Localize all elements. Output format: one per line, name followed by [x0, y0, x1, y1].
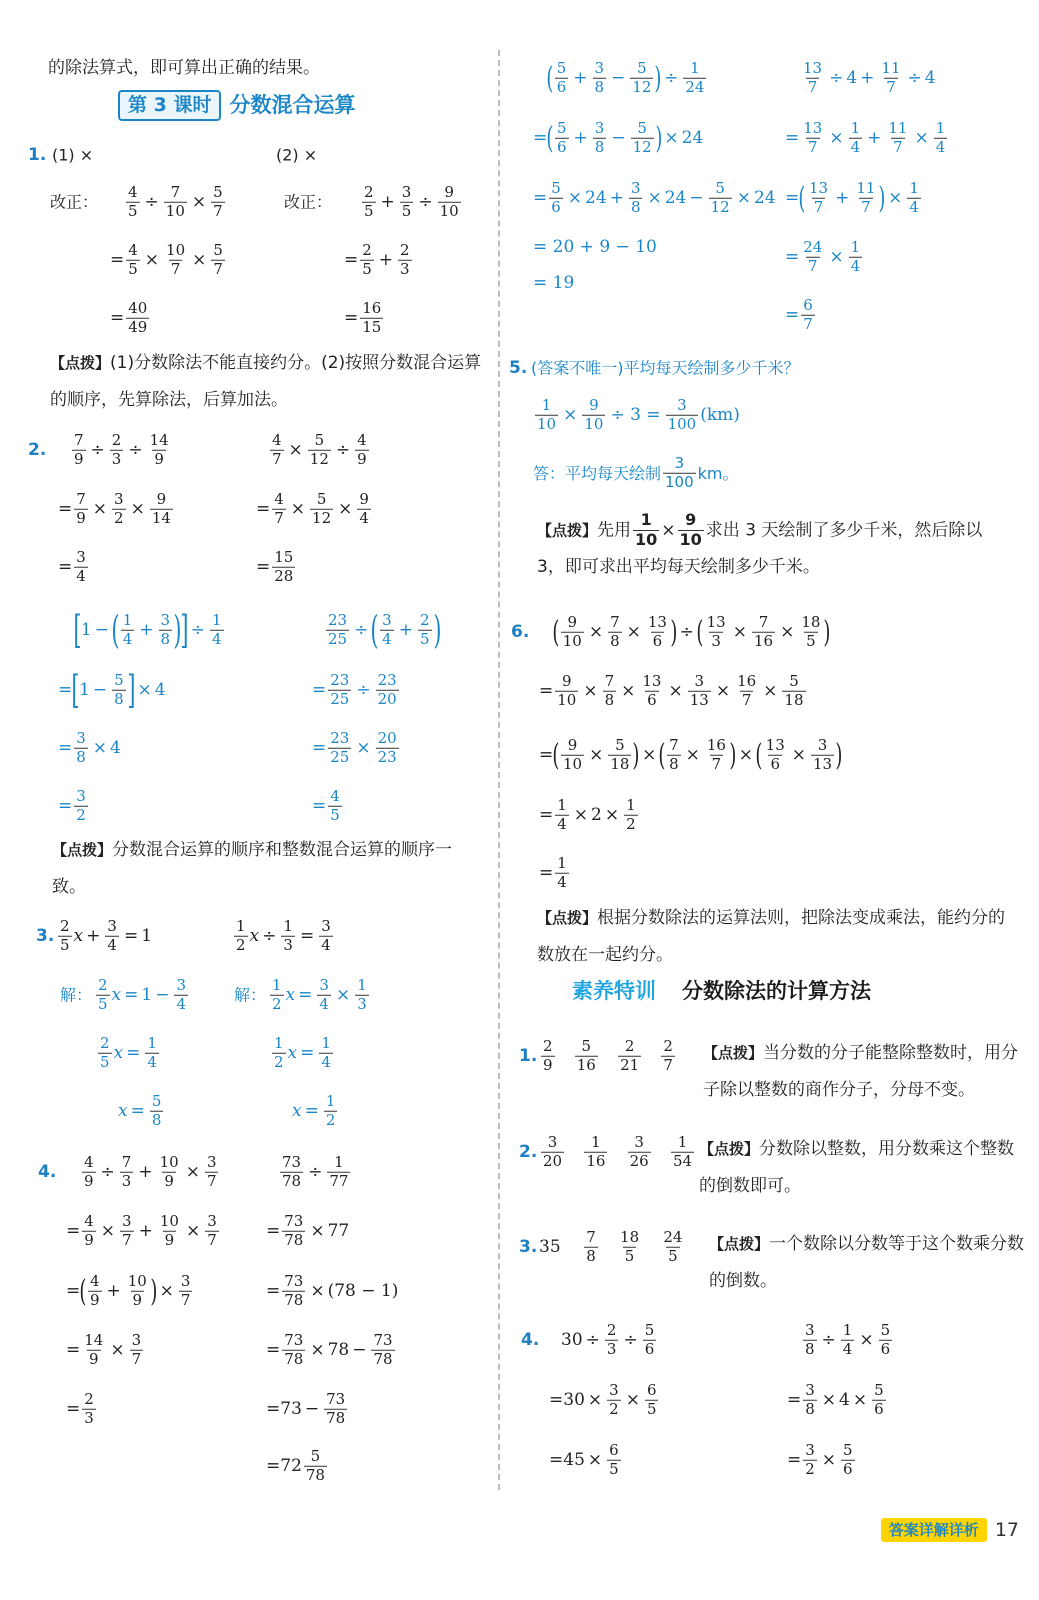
question-number: 6.: [511, 621, 530, 642]
fraction: $\frac{3}{2}$: [76, 786, 86, 824]
fraction: $\frac{3}{2}$: [805, 1440, 815, 1478]
fraction: $\frac{7}{3}$: [121, 1152, 132, 1190]
fraction: $\frac{14}{9}$: [84, 1330, 104, 1368]
fraction: $\frac{9}{4}$: [359, 489, 369, 527]
expr: = $\frac{23}{25}$ × $\frac{20}{23}$: [312, 728, 397, 766]
fraction: $\frac{1}{3}$: [283, 916, 293, 954]
fraction: $\frac{2}{3}$: [84, 1389, 94, 1427]
left-column: [0, 0, 500, 1560]
expr: = $\frac{5}{6}$ × 24 + $\frac{3}{8}$ × 24 − $\frac{5}{12}$ × 24: [533, 178, 776, 216]
expr: = $\frac{4}{5}$ × $\frac{10}{7}$ × $\frac{5}{7}$: [110, 240, 223, 278]
fraction: $\frac{3}{8}$: [594, 58, 605, 96]
fraction: $\frac{3}{4}$: [319, 975, 329, 1013]
fraction: $\frac{1}{4}$: [935, 118, 946, 156]
lesson-title: [118, 90, 355, 121]
fraction: $\frac{1}{77}$: [329, 1152, 349, 1190]
expr: $\frac{23}{25}$ ÷ ( $\frac{3}{4}$ + $\frac{2}{5}$ ): [328, 607, 442, 652]
expr: = $\frac{73}{78}$ × 78 − $\frac{73}{78}$: [266, 1330, 393, 1368]
fraction: $\frac{1}{4}$: [850, 237, 861, 275]
expr: ( $\frac{5}{6}$ + $\frac{3}{8}$ − $\frac{5}{12}$ ) ÷ $\frac{1}{24}$: [546, 58, 705, 96]
fraction: $\frac{5}{12}$: [710, 178, 730, 216]
expr: = $\frac{1}{4}$ × 2 × $\frac{1}{2}$: [539, 795, 636, 833]
fraction: $\frac{5}{12}$: [309, 430, 329, 468]
fraction: $\frac{2}{5}$: [98, 975, 108, 1013]
fraction: $\frac{5}{16}$: [576, 1036, 596, 1074]
fraction: $\frac{2}{21}$: [620, 1036, 640, 1074]
expr: $\frac{73}{78}$ ÷ $\frac{1}{77}$: [282, 1152, 349, 1190]
page-number: 17: [994, 1518, 1019, 1541]
fraction: $\frac{73}{78}$: [284, 1271, 304, 1309]
fraction: $\frac{1}{4}$: [842, 1320, 853, 1358]
fraction: $\frac{13}{7}$: [803, 118, 823, 156]
fraction: $\frac{18}{5}$: [620, 1227, 640, 1265]
expr: = $\frac{14}{9}$ × $\frac{3}{7}$: [66, 1330, 142, 1368]
fraction: $\frac{9}{10}$: [562, 735, 583, 773]
expr: = 73 − $\frac{73}{78}$: [266, 1389, 346, 1427]
expr: = $\frac{3}{8}$ × 4 × $\frac{5}{6}$: [787, 1380, 884, 1418]
fraction: $\frac{11}{7}$: [888, 118, 908, 156]
expr: = $\frac{73}{78}$ × (78 − 1): [266, 1271, 399, 1309]
expr: = ( $\frac{13}{7}$ + $\frac{11}{7}$ ) × $\frac{1}{4}$: [785, 178, 919, 216]
fraction: $\frac{3}{7}$: [122, 1211, 132, 1249]
fraction: $\frac{10}{9}$: [159, 1152, 179, 1190]
expr: $\frac{4}{7}$ × $\frac{5}{12}$ ÷ $\frac{4}{9}$: [272, 430, 367, 468]
special-name: 分数除法的计算方法: [682, 979, 871, 1003]
expr: = $\frac{15}{28}$: [256, 547, 294, 585]
fraction: $\frac{5}{78}$: [305, 1446, 325, 1484]
fraction: $\frac{6}{5}$: [646, 1380, 657, 1418]
fraction: $\frac{1}{4}$: [321, 1033, 331, 1071]
expr: = $\frac{2}{5}$ + $\frac{2}{3}$: [344, 240, 410, 278]
expr: $\frac{3}{8}$ ÷ $\frac{1}{4}$ × $\frac{5}{6}$: [805, 1320, 891, 1358]
fraction: $\frac{3}{13}$: [689, 671, 709, 709]
fraction: $\frac{3}{100}$: [667, 395, 697, 433]
fraction: $\frac{23}{25}$: [330, 728, 350, 766]
expr: = $\frac{16}{15}$: [344, 298, 382, 336]
fraction: $\frac{16}{7}$: [706, 735, 726, 773]
fraction: $\frac{3}{4}$: [321, 916, 331, 954]
fix-label: 改正：: [284, 192, 333, 212]
expr: = $\frac{40}{49}$: [110, 298, 148, 336]
expr: = 19: [533, 272, 575, 293]
fraction: $\frac{16}{15}$: [362, 298, 382, 336]
tip-1: 【点拨】(1)分数除法不能直接约分。(2)按照分数混合运算的顺序，先算除法，后算加法。: [50, 353, 482, 410]
tip-2: 【点拨】分数混合运算的顺序和整数混合运算的顺序一致。: [52, 840, 453, 897]
header-text: 的除法算式，即可算出正确的结果。: [48, 58, 320, 78]
fraction: $\frac{3}{4}$: [176, 975, 187, 1013]
fraction: $\frac{2}{5}$: [60, 916, 70, 954]
expr: = $\frac{73}{78}$ × 77: [266, 1211, 350, 1249]
fraction: $\frac{4}{7}$: [272, 430, 282, 468]
question-text: (答案不唯一)平均每天绘制多少千米？: [531, 358, 800, 378]
fraction: $\frac{3}{4}$: [76, 547, 86, 585]
fraction: $\frac{10}{9}$: [159, 1211, 179, 1249]
expr: $\frac{1}{2}$ x = $\frac{1}{4}$: [274, 1033, 331, 1071]
right-column: [505, 0, 1039, 1560]
fraction: $\frac{7}{8}$: [586, 1227, 596, 1265]
question-number: 3.: [36, 925, 55, 946]
expr: x = $\frac{5}{8}$: [118, 1091, 162, 1129]
question-number: 4.: [521, 1329, 540, 1350]
fraction: $\frac{7}{9}$: [74, 430, 84, 468]
expr: $\frac{7}{9}$ ÷ $\frac{2}{3}$ ÷ $\frac{14}{9}$: [74, 430, 169, 468]
question-number: 5.: [509, 357, 528, 378]
fraction: $\frac{23}{20}$: [377, 670, 397, 708]
fraction: $\frac{23}{25}$: [330, 670, 350, 708]
expr: = $\frac{23}{25}$ ÷ $\frac{23}{20}$: [312, 670, 397, 708]
fraction: $\frac{3}{8}$: [630, 178, 641, 216]
expr: [ 1 − ( $\frac{1}{4}$ + $\frac{3}{8}$ ) ] ÷ $\frac{1}{4}$: [73, 607, 222, 652]
fraction: $\frac{3}{7}$: [131, 1330, 142, 1368]
fraction: $\frac{1}{10}$: [537, 395, 557, 433]
fraction: $\frac{5}{6}$: [556, 58, 567, 96]
fraction: $\frac{6}{7}$: [803, 295, 813, 333]
fraction: $\frac{1}{10}$: [635, 510, 658, 549]
fraction: $\frac{5}{7}$: [213, 240, 223, 278]
fraction: $\frac{7}{9}$: [76, 489, 86, 527]
expr: = 45 × $\frac{6}{5}$: [549, 1440, 619, 1478]
expr: = $\frac{3}{2}$ × $\frac{5}{6}$: [787, 1440, 853, 1478]
fraction: $\frac{13}{6}$: [765, 735, 785, 773]
fraction: $\frac{2}{9}$: [543, 1036, 553, 1074]
fraction: $\frac{1}{2}$: [325, 1091, 336, 1129]
expr: = $\frac{6}{7}$: [785, 295, 813, 333]
fraction: $\frac{3}{13}$: [813, 735, 833, 773]
fraction: $\frac{1}{24}$: [685, 58, 705, 96]
fraction: $\frac{1}{4}$: [211, 610, 222, 648]
fraction: $\frac{2}{5}$: [419, 610, 430, 648]
fraction: $\frac{3}{20}$: [543, 1132, 563, 1170]
fraction: $\frac{1}{16}$: [586, 1132, 606, 1170]
fraction: $\frac{4}{9}$: [357, 430, 367, 468]
fraction: $\frac{73}{78}$: [326, 1389, 346, 1427]
fraction: $\frac{5}{7}$: [213, 182, 223, 220]
fraction: $\frac{20}{23}$: [377, 728, 397, 766]
fraction: $\frac{3}{7}$: [207, 1211, 217, 1249]
expr: x = $\frac{1}{2}$: [292, 1091, 336, 1129]
fraction: $\frac{73}{78}$: [284, 1330, 304, 1368]
expr: = $\frac{3}{8}$ × 4: [58, 728, 121, 766]
expr: = 30 × $\frac{3}{2}$ × $\frac{6}{5}$: [549, 1380, 657, 1418]
expr: = 72 $\frac{5}{78}$: [266, 1446, 325, 1484]
fraction: $\frac{1}{2}$: [236, 916, 246, 954]
fraction: $\frac{1}{3}$: [357, 975, 367, 1013]
fraction: $\frac{1}{4}$: [122, 610, 133, 648]
mark-b: (2) ×: [276, 145, 318, 165]
fraction: $\frac{4}{5}$: [330, 786, 340, 824]
fraction: $\frac{1}{4}$: [557, 853, 567, 891]
fraction: $\frac{7}{8}$: [604, 671, 615, 709]
expr: $\frac{2}{5}$ + $\frac{3}{5}$ ÷ $\frac{9}{10}$: [364, 182, 459, 220]
fraction: $\frac{1}{2}$: [272, 975, 282, 1013]
fraction: $\frac{5}{18}$: [610, 735, 630, 773]
fraction: $\frac{1}{54}$: [672, 1132, 693, 1170]
answers: 35 $\frac{7}{8}$ $\frac{18}{5}$ $\frac{24}{5}$: [539, 1227, 683, 1265]
fraction: $\frac{3}{4}$: [107, 916, 117, 954]
fraction: $\frac{4}{9}$: [89, 1271, 100, 1309]
fraction: $\frac{2}{3}$: [111, 430, 122, 468]
answers: [539, 1132, 696, 1170]
column-divider: [498, 50, 500, 1490]
fraction: $\frac{3}{26}$: [629, 1132, 649, 1170]
fraction: $\frac{4}{9}$: [84, 1211, 94, 1249]
fraction: $\frac{5}{6}$: [843, 1440, 853, 1478]
fraction: $\frac{7}{10}$: [165, 182, 185, 220]
fraction: $\frac{10}{7}$: [166, 240, 186, 278]
fraction: $\frac{9}{10}$: [584, 395, 604, 433]
question-number: 3.: [519, 1236, 538, 1257]
fraction: $\frac{13}{3}$: [706, 612, 726, 650]
equation: $\frac{1}{2}$ x ÷ $\frac{1}{3}$ = $\frac{3}{4}$: [236, 916, 331, 954]
answer: 答：平均每天绘制 $\frac{3}{100}$ km。: [533, 453, 739, 491]
expr: $\frac{4}{5}$ ÷ $\frac{7}{10}$ × $\frac{5}{7}$: [128, 182, 223, 220]
fraction: $\frac{1}{4}$: [147, 1033, 157, 1071]
tip-s2: 【点拨】分数除以整数，用分数乘这个整数的倒数即可。: [699, 1139, 1015, 1196]
expr: $\frac{13}{7}$ ÷ 4 + $\frac{11}{7}$ ÷ 4: [803, 58, 936, 96]
fraction: $\frac{13}{6}$: [642, 671, 662, 709]
expr: = $\frac{9}{10}$ × $\frac{7}{8}$ × $\frac{13}{6}$ × $\frac{3}{13}$ × $\frac{16}{7}$ × $\frac{5}{18}$: [539, 671, 804, 709]
fix-label: 改正：: [50, 192, 99, 212]
expr: = $\frac{2}{3}$: [66, 1389, 94, 1427]
fraction: $\frac{2}{5}$: [362, 240, 372, 278]
fraction: $\frac{18}{5}$: [801, 612, 821, 650]
fraction: $\frac{6}{5}$: [609, 1440, 619, 1478]
expr: = $\frac{3}{2}$: [58, 786, 86, 824]
expr: = $\frac{4}{5}$: [312, 786, 340, 824]
tip-6: 【点拨】根据分数除法的运算法则，把除法变成乘法，能约分的数放在一起约分。: [537, 908, 1006, 965]
tip-s1: 【点拨】当分数的分子能整除整数时，用分子除以整数的商作分子，分母不变。: [703, 1043, 1019, 1100]
expr: $\frac{4}{9}$ ÷ $\frac{7}{3}$ + $\frac{10}{9}$ × $\frac{3}{7}$: [84, 1152, 217, 1190]
question-number: 2.: [28, 439, 47, 460]
fraction: $\frac{2}{3}$: [400, 240, 410, 278]
fraction: $\frac{3}{7}$: [206, 1152, 217, 1190]
fraction: $\frac{5}{12}$: [632, 58, 652, 96]
fraction: $\frac{5}{6}$: [556, 118, 567, 156]
expr: = $\frac{24}{7}$ × $\frac{1}{4}$: [785, 237, 861, 275]
footer: [881, 1518, 1019, 1542]
fraction: $\frac{4}{5}$: [128, 182, 138, 220]
fraction: $\frac{1}{2}$: [274, 1033, 284, 1071]
fraction: $\frac{11}{7}$: [856, 178, 876, 216]
expr: = $\frac{3}{4}$: [58, 547, 86, 585]
expr: $\frac{2}{5}$ x = 1 − $\frac{3}{4}$: [98, 975, 187, 1013]
footer-tag: 答案详解详析: [881, 1518, 987, 1542]
expr: $\frac{1}{2}$ x = $\frac{3}{4}$ × $\frac{1}{3}$: [272, 975, 367, 1013]
fraction: $\frac{73}{78}$: [284, 1211, 304, 1249]
fraction: $\frac{7}{8}$: [669, 735, 679, 773]
special-section-title: [572, 979, 871, 1004]
fraction: $\frac{2}{5}$: [100, 1033, 110, 1071]
fraction: $\frac{16}{7}$: [737, 671, 757, 709]
mark-a: (1) ×: [52, 145, 94, 165]
tip-5: 【点拨】先用 $\frac{1}{10}$ × $\frac{9}{10}$ 求出 3 天绘制了多少千米，然后除以 3，即可求出平均每天绘制多少千米。: [537, 510, 983, 578]
solve-label: 解：: [234, 985, 267, 1005]
expr: = 20 + 9 − 10: [533, 236, 657, 257]
fraction: $\frac{3}{100}$: [665, 453, 694, 491]
fraction: $\frac{73}{78}$: [282, 1152, 302, 1190]
expr: = ( $\frac{5}{6}$ + $\frac{3}{8}$ − $\frac{5}{12}$ ) × 24: [533, 118, 704, 156]
fraction: $\frac{10}{9}$: [127, 1271, 147, 1309]
lesson-name: 分数混合运算: [229, 92, 356, 117]
fraction: $\frac{3}{5}$: [401, 182, 412, 220]
solve-label: 解：: [60, 985, 93, 1005]
lesson-badge: 第 3 课时: [118, 90, 221, 121]
expr: = ( $\frac{9}{10}$ × $\frac{5}{18}$ ) × ( $\frac{7}{8}$ × $\frac{16}{7}$ ) × ( $\frac{13}{6}$ × $\frac{3}{13}$ ): [539, 735, 843, 773]
fraction: $\frac{5}{12}$: [312, 489, 332, 527]
fraction: $\frac{5}{6}$: [644, 1320, 655, 1358]
expr: $\frac{1}{10}$ × $\frac{9}{10}$ ÷ 3 = $\frac{3}{100}$ (km): [537, 395, 740, 433]
question-number: 1.: [28, 144, 47, 165]
fraction: $\frac{4}{7}$: [274, 489, 284, 527]
fraction: $\frac{13}{7}$: [808, 178, 829, 216]
fraction: $\frac{13}{7}$: [803, 58, 823, 96]
fraction: $\frac{1}{2}$: [626, 795, 636, 833]
fraction: $\frac{9}{10}$: [557, 671, 577, 709]
fraction: $\frac{9}{10}$: [562, 612, 582, 650]
tip-s3: 【点拨】一个数除以分数等于这个数乘分数的倒数。: [709, 1234, 1025, 1291]
expr: = ( $\frac{4}{9}$ + $\frac{10}{9}$ ) × $\frac{3}{7}$: [66, 1271, 191, 1309]
fraction: $\frac{9}{10}$: [679, 510, 702, 549]
expr: 30 ÷ $\frac{2}{3}$ ÷ $\frac{5}{6}$: [561, 1320, 655, 1358]
question-number: 4.: [38, 1161, 57, 1182]
fraction: $\frac{3}{2}$: [609, 1380, 619, 1418]
fraction: $\frac{73}{78}$: [373, 1330, 393, 1368]
special-label: 素养特训: [572, 979, 656, 1003]
fraction: $\frac{1}{4}$: [909, 178, 919, 216]
fraction: $\frac{5}{18}$: [784, 671, 804, 709]
question-number: 2.: [519, 1141, 538, 1162]
fraction: $\frac{2}{3}$: [606, 1320, 617, 1358]
fraction: $\frac{3}{8}$: [76, 728, 86, 766]
fraction: $\frac{14}{9}$: [149, 430, 169, 468]
fraction: $\frac{9}{14}$: [151, 489, 171, 527]
fraction: $\frac{5}{6}$: [551, 178, 561, 216]
fraction: $\frac{7}{8}$: [610, 612, 620, 650]
fraction: $\frac{4}{5}$: [128, 240, 138, 278]
fraction: $\frac{4}{9}$: [84, 1152, 94, 1190]
fraction: $\frac{5}{12}$: [632, 118, 652, 156]
fraction: $\frac{3}{8}$: [805, 1320, 815, 1358]
fraction: $\frac{15}{28}$: [274, 547, 294, 585]
fraction: $\frac{5}{8}$: [151, 1091, 162, 1129]
answers: [539, 1036, 677, 1074]
expr: $\frac{2}{5}$ x = $\frac{1}{4}$: [100, 1033, 157, 1071]
question-number: 1.: [519, 1045, 538, 1066]
expr: = $\frac{7}{9}$ × $\frac{3}{2}$ × $\frac{9}{14}$: [58, 489, 171, 527]
fraction: $\frac{40}{49}$: [128, 298, 148, 336]
fraction: $\frac{3}{2}$: [114, 489, 124, 527]
fraction: $\frac{7}{16}$: [753, 612, 774, 650]
expr: = $\frac{4}{9}$ × $\frac{3}{7}$ + $\frac{10}{9}$ × $\frac{3}{7}$: [66, 1211, 217, 1249]
fraction: $\frac{24}{5}$: [663, 1227, 683, 1265]
expr: = $\frac{1}{4}$: [539, 853, 567, 891]
fraction: $\frac{11}{7}$: [881, 58, 901, 96]
fraction: $\frac{13}{6}$: [647, 612, 667, 650]
expr: = [ 1 − $\frac{5}{8}$ ] × 4: [58, 667, 166, 712]
expr: = $\frac{13}{7}$ × $\frac{1}{4}$ + $\frac{11}{7}$ × $\frac{1}{4}$: [785, 118, 946, 156]
fraction: $\frac{3}{7}$: [180, 1271, 191, 1309]
fraction: $\frac{3}{8}$: [805, 1380, 815, 1418]
fraction: $\frac{2}{7}$: [663, 1036, 673, 1074]
equation: $\frac{2}{5}$ x + $\frac{3}{4}$ = 1: [60, 916, 153, 954]
expr: ( $\frac{9}{10}$ × $\frac{7}{8}$ × $\frac{13}{6}$ ) ÷ ( $\frac{13}{3}$ × $\frac{7}{16}$ × $\frac{18}{5}$ ): [552, 612, 831, 650]
fraction: $\frac{3}{4}$: [382, 610, 392, 648]
fraction: $\frac{23}{25}$: [328, 610, 348, 648]
fraction: $\frac{5}{6}$: [880, 1320, 891, 1358]
fraction: $\frac{5}{6}$: [874, 1380, 884, 1418]
fraction: $\frac{9}{10}$: [439, 182, 459, 220]
fraction: $\frac{24}{7}$: [803, 237, 823, 275]
expr: = $\frac{4}{7}$ × $\frac{5}{12}$ × $\frac{9}{4}$: [256, 489, 369, 527]
fraction: $\frac{1}{4}$: [557, 795, 567, 833]
fraction: $\frac{5}{8}$: [114, 670, 124, 708]
fraction: $\frac{2}{5}$: [364, 182, 374, 220]
fraction: $\frac{3}{8}$: [594, 118, 605, 156]
fraction: $\frac{1}{4}$: [850, 118, 861, 156]
fraction: $\frac{3}{8}$: [160, 610, 171, 648]
